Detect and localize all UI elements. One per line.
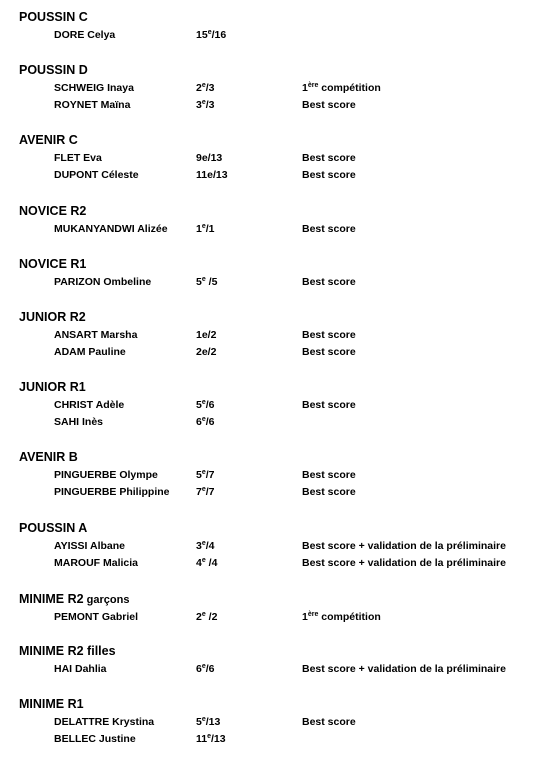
category-name: POUSSIN A bbox=[19, 521, 88, 535]
rank-suffix: e bbox=[201, 716, 206, 723]
result-row bbox=[0, 151, 533, 165]
result-row bbox=[0, 732, 533, 746]
athlete-rank bbox=[196, 168, 228, 182]
athlete-name: PEMONT Gabriel bbox=[54, 611, 139, 623]
result-note bbox=[302, 662, 506, 676]
category-title bbox=[19, 257, 86, 271]
rank-total: /7 bbox=[205, 486, 215, 498]
result-note bbox=[302, 539, 506, 553]
result-row bbox=[0, 222, 533, 236]
result-note bbox=[302, 468, 356, 482]
rank-suffix: e bbox=[201, 82, 206, 89]
category-title bbox=[19, 310, 86, 324]
result-row bbox=[0, 556, 533, 570]
result-row bbox=[0, 28, 533, 42]
result-note bbox=[302, 345, 356, 359]
rank-total: /4 bbox=[205, 540, 215, 552]
note-text: Best score bbox=[302, 223, 356, 235]
rank-value: 6 bbox=[196, 663, 202, 675]
result-row bbox=[0, 275, 533, 289]
note-suffix: ère bbox=[307, 82, 319, 89]
rank-total: /2 bbox=[205, 611, 218, 623]
result-row bbox=[0, 662, 533, 676]
note-text: Best score bbox=[302, 716, 356, 728]
rank-value: 6 bbox=[196, 416, 202, 428]
athlete-name: BELLEC Justine bbox=[54, 733, 136, 745]
result-note bbox=[302, 715, 356, 729]
rank-value: 3 bbox=[196, 540, 202, 552]
result-row bbox=[0, 468, 533, 482]
category-name: MINIME R2 bbox=[19, 592, 84, 606]
athlete-rank bbox=[196, 556, 217, 570]
rank-suffix: e bbox=[207, 733, 212, 740]
athlete-name: MAROUF Malicia bbox=[54, 557, 139, 569]
result-row bbox=[0, 81, 533, 95]
athlete-name: PARIZON Ombeline bbox=[54, 276, 152, 288]
rank-value: 3 bbox=[196, 99, 202, 111]
rank-value: 2 bbox=[196, 611, 202, 623]
athlete-name: DORE Celya bbox=[54, 29, 116, 41]
note-rest: compétition bbox=[318, 611, 381, 623]
note-text: Best score bbox=[302, 329, 356, 341]
athlete-rank bbox=[196, 468, 215, 482]
note-text: Best score bbox=[302, 152, 356, 164]
athlete-name: CHRIST Adèle bbox=[54, 399, 125, 411]
rank-suffix: e bbox=[201, 399, 206, 406]
athlete-name: SCHWEIG Inaya bbox=[54, 82, 134, 94]
category-subtitle: garçons bbox=[83, 594, 130, 606]
note-text: Best score + validation de la préliminaire bbox=[302, 540, 506, 552]
athlete-rank bbox=[196, 98, 215, 112]
athlete-name: DUPONT Céleste bbox=[54, 169, 139, 181]
rank-suffix: e bbox=[201, 557, 206, 564]
rank-value: 11 bbox=[196, 733, 208, 745]
athlete-name: ANSART Marsha bbox=[54, 329, 138, 341]
rank-total: /6 bbox=[205, 399, 215, 411]
athlete-name: ADAM Pauline bbox=[54, 346, 126, 358]
rank-total: /13 bbox=[205, 716, 221, 728]
rank-suffix: e bbox=[201, 486, 206, 493]
result-note bbox=[302, 168, 356, 182]
athlete-name: AYISSI Albane bbox=[54, 540, 125, 552]
athlete-rank bbox=[196, 415, 215, 429]
result-note bbox=[302, 556, 506, 570]
rank-value: 5 bbox=[196, 716, 202, 728]
result-row bbox=[0, 539, 533, 553]
rank-suffix: e bbox=[201, 663, 206, 670]
category-title bbox=[19, 521, 87, 535]
category-name: MINIME R2 filles bbox=[19, 644, 116, 658]
rank-total: /1 bbox=[205, 223, 215, 235]
rank-total: /5 bbox=[205, 276, 218, 288]
rank-value: 1e/2 bbox=[196, 329, 217, 341]
rank-suffix: e bbox=[207, 29, 212, 36]
result-note bbox=[302, 610, 381, 624]
rank-value: 5 bbox=[196, 276, 202, 288]
rank-suffix: e bbox=[201, 276, 206, 283]
result-note bbox=[302, 81, 381, 95]
rank-total: /4 bbox=[205, 557, 218, 569]
rank-total: /3 bbox=[205, 99, 215, 111]
category-title bbox=[19, 644, 116, 658]
result-row bbox=[0, 168, 533, 182]
athlete-rank bbox=[196, 662, 215, 676]
rank-value: 15 bbox=[196, 29, 208, 41]
rank-suffix: e bbox=[201, 416, 206, 423]
rank-value: 2 bbox=[196, 82, 202, 94]
category-name: AVENIR B bbox=[19, 450, 78, 464]
rank-total: /7 bbox=[205, 469, 215, 481]
result-note bbox=[302, 222, 356, 236]
athlete-rank bbox=[196, 398, 215, 412]
category-title bbox=[19, 592, 129, 607]
category-name: JUNIOR R2 bbox=[19, 310, 86, 324]
result-row bbox=[0, 345, 533, 359]
rank-suffix: e bbox=[201, 469, 206, 476]
athlete-name: MUKANYANDWI Alizée bbox=[54, 223, 168, 235]
result-note bbox=[302, 485, 356, 499]
athlete-name: PINGUERBE Olympe bbox=[54, 469, 158, 481]
rank-value: 1 bbox=[196, 223, 202, 235]
result-row bbox=[0, 715, 533, 729]
rank-value: 11e/13 bbox=[196, 169, 228, 181]
category-title bbox=[19, 133, 78, 147]
note-suffix: ère bbox=[307, 611, 319, 618]
rank-suffix: e bbox=[201, 99, 206, 106]
category-name: NOVICE R1 bbox=[19, 257, 87, 271]
category-name: AVENIR C bbox=[19, 133, 78, 147]
result-note bbox=[302, 98, 356, 112]
athlete-rank bbox=[196, 715, 220, 729]
result-note bbox=[302, 275, 356, 289]
rank-total: /6 bbox=[205, 416, 215, 428]
result-row bbox=[0, 415, 533, 429]
note-text: Best score bbox=[302, 469, 356, 481]
rank-value: 5 bbox=[196, 399, 202, 411]
athlete-rank bbox=[196, 222, 215, 236]
note-text: 1 bbox=[302, 611, 308, 623]
category-name: POUSSIN C bbox=[19, 10, 88, 24]
note-text: Best score + validation de la préliminaire bbox=[302, 663, 506, 675]
rank-total: /13 bbox=[211, 733, 226, 745]
note-text: Best score bbox=[302, 486, 356, 498]
note-rest: compétition bbox=[318, 82, 381, 94]
result-note bbox=[302, 151, 356, 165]
result-note bbox=[302, 328, 356, 342]
category-title bbox=[19, 63, 88, 77]
athlete-rank bbox=[196, 610, 217, 624]
category-title bbox=[19, 697, 84, 711]
rank-value: 7 bbox=[196, 486, 202, 498]
result-note bbox=[302, 398, 356, 412]
result-row bbox=[0, 610, 533, 624]
category-title bbox=[19, 450, 78, 464]
athlete-name: PINGUERBE Philippine bbox=[54, 486, 170, 498]
rank-suffix: e bbox=[201, 540, 206, 547]
rank-suffix: e bbox=[201, 223, 206, 230]
athlete-rank bbox=[196, 732, 226, 746]
note-text: Best score bbox=[302, 99, 356, 111]
result-row bbox=[0, 398, 533, 412]
athlete-name: ROYNET Maïna bbox=[54, 99, 131, 111]
athlete-rank bbox=[196, 81, 215, 95]
athlete-name: FLET Eva bbox=[54, 152, 102, 164]
athlete-name: DELATTRE Krystina bbox=[54, 716, 155, 728]
result-row bbox=[0, 328, 533, 342]
category-title bbox=[19, 380, 86, 394]
athlete-rank bbox=[196, 328, 216, 342]
athlete-name: SAHI Inès bbox=[54, 416, 104, 428]
rank-value: 2e/2 bbox=[196, 346, 217, 358]
rank-suffix: e bbox=[201, 611, 206, 618]
rank-value: 4 bbox=[196, 557, 202, 569]
athlete-rank bbox=[196, 28, 226, 42]
rank-total: /16 bbox=[211, 29, 227, 41]
rank-value: 5 bbox=[196, 469, 202, 481]
athlete-name: HAI Dahlia bbox=[54, 663, 107, 675]
athlete-rank bbox=[196, 345, 216, 359]
note-text: Best score + validation de la préliminaire bbox=[302, 557, 506, 569]
rank-value: 9e/13 bbox=[196, 152, 223, 164]
category-name: JUNIOR R1 bbox=[19, 380, 86, 394]
category-name: POUSSIN D bbox=[19, 63, 88, 77]
category-name: MINIME R1 bbox=[19, 697, 84, 711]
result-row bbox=[0, 98, 533, 112]
category-title bbox=[19, 204, 86, 218]
category-name: NOVICE R2 bbox=[19, 204, 87, 218]
athlete-rank bbox=[196, 539, 215, 553]
athlete-rank bbox=[196, 275, 217, 289]
note-text: Best score bbox=[302, 399, 356, 411]
athlete-rank bbox=[196, 485, 215, 499]
category-title bbox=[19, 10, 88, 24]
note-text: Best score bbox=[302, 346, 356, 358]
note-text: Best score bbox=[302, 276, 356, 288]
note-text: 1 bbox=[302, 82, 308, 94]
note-text: Best score bbox=[302, 169, 356, 181]
result-row bbox=[0, 485, 533, 499]
rank-total: /6 bbox=[205, 663, 215, 675]
athlete-rank bbox=[196, 151, 222, 165]
rank-total: /3 bbox=[205, 82, 215, 94]
